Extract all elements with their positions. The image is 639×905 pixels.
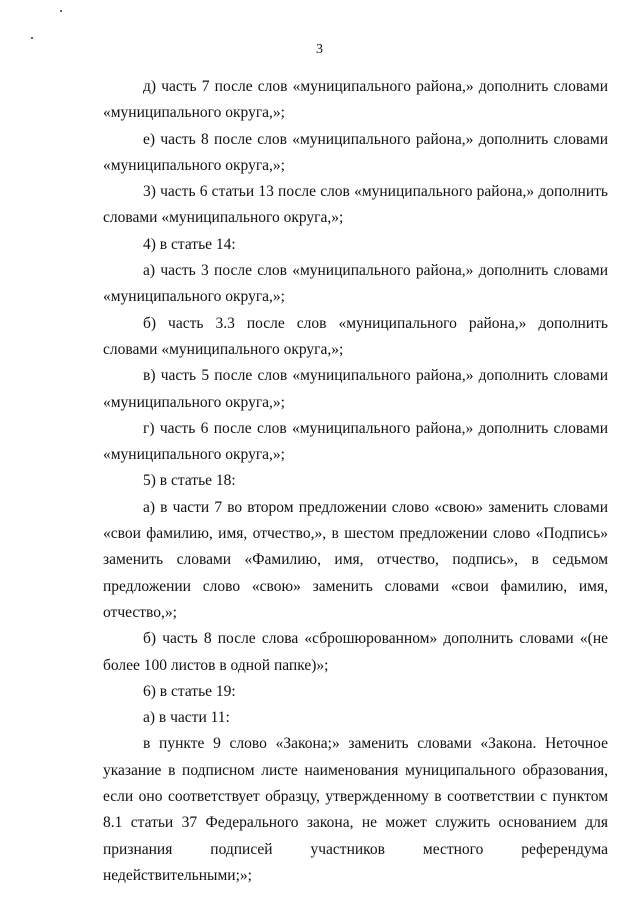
page-number: 3 [316,42,323,57]
paragraph: в) часть 5 после слов «муниципального района,» дополнить словами «муниципального округа,»; [103,367,608,411]
paragraph: 6) в статье 19: [143,682,236,700]
paragraph: д) часть 7 после слов «муниципального района,» дополнить словами «муниципального округа,»; [103,78,608,122]
paragraph: 5) в статье 18: [143,472,236,490]
paragraph: 3) часть 6 статьи 13 после слов «муниципального района,» дополнить словами «муниципального округа,»; [103,183,608,227]
paragraph: 4) в статье 14: [143,235,236,253]
paragraph: е) часть 8 после слов «муниципального района,» дополнить словами «муниципального округа,»; [103,130,608,174]
paragraph: г) часть 6 после слов «муниципального района,» дополнить словами «муниципального округа,»; [103,419,608,464]
scan-speck [60,10,62,12]
paragraph: б) часть 8 после слова «сброшюрованном» дополнить словами «(не более 100 листов в одной папке)»; [103,630,608,674]
scan-speck [31,37,33,39]
paragraph: а) часть 3 после слов «муниципального района,» дополнить словами «муниципального округа,»; [103,262,608,306]
paragraph: а) в части 7 во втором предложении слово «свою» заменить словами «свои фамилию, имя, отчество,», в шестом предложении слово «Подпись» заменить словами «Фамилию, имя, отчество, подпись», в седьмом предложении слово «свою» заменить словами «свои фамилию, имя, отчество,»; [103,498,608,621]
paragraph: а) в части 11: [143,709,230,727]
paragraph: б) часть 3.3 после слов «муниципального района,» дополнить словами «муниципального округа,»; [103,314,608,358]
paragraph: в пункте 9 слово «Закона;» заменить словами «Закона. Неточное указание в подписном листе наименования муниципального образования, если оно соответствует образцу, утвержденному в соответствии с пунктом 8.1 статьи 37 Федерального закона, не может служить основанием для признания подписей участников местного референдума недействительными;»; [103,735,608,884]
document-body [103,74,608,889]
